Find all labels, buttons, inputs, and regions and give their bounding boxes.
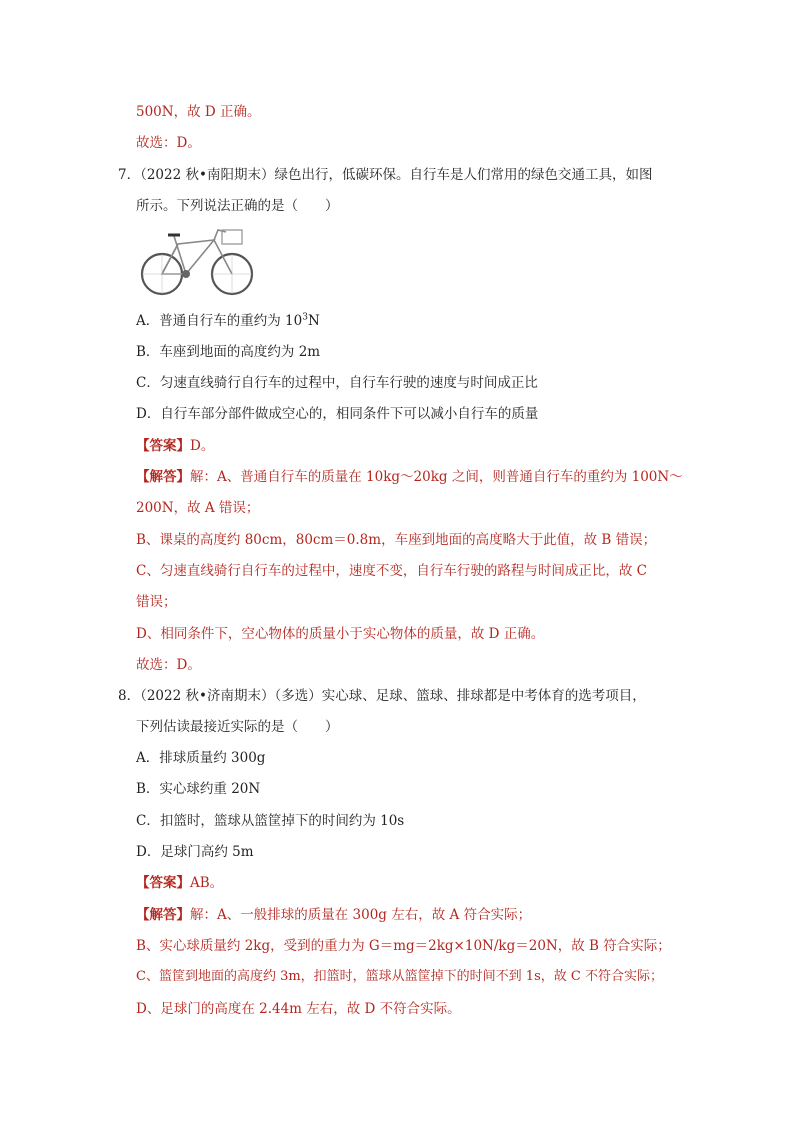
q7-analysis-line6: D、相同条件下，空心物体的质量小于实心物体的质量，故 D 正确。: [136, 626, 545, 642]
q7-option-c: C．匀速直线骑行自行车的过程中，自行车行驶的速度与时间成正比: [136, 375, 538, 391]
q8-option-b: B．实心球约重 20N: [136, 781, 261, 797]
q7-option-b: B．车座到地面的高度约为 2m: [136, 344, 321, 360]
q7-answer: 【答案】D。: [136, 438, 215, 454]
q8-analysis-line3: C、篮筐到地面的高度约 3m，扣篮时，篮球从篮筐掉下的时间不到 1s，故 C 不符合实际；: [136, 969, 663, 984]
q7-stem-line2: 所示。下列说法正确的是（ ）: [136, 198, 339, 214]
q8-option-d: D．足球门高约 5m: [136, 844, 254, 860]
q7-analysis-line5: 错误；: [136, 594, 177, 610]
bicycle-crank: [182, 270, 190, 278]
q7-analysis-line3: B、课桌的高度约 80cm，80cm＝0.8m，车座到地面的高度略大于此值，故 B 错误；: [136, 532, 657, 548]
q8-analysis-line4: D、足球门的高度在 2.44m 左右，故 D 不符合实际。: [136, 1001, 461, 1017]
q8-stem-line1: 8．（2022 秋•济南期末）（多选）实心球、足球、篮球、排球都是中考体育的选考项目，: [118, 688, 646, 704]
q7-stem-line1: 7．（2022 秋•南阳期末）绿色出行，低碳环保。自行车是人们常用的绿色交通工具，如图: [118, 167, 653, 183]
q7-option-a: A．普通自行车的重约为 $10^3N$: [136, 312, 320, 329]
q8-stem-line2: 下列估读最接近实际的是（ ）: [136, 719, 339, 735]
bicycle-illustration: [138, 222, 256, 300]
q7-select: 故选：D。: [136, 657, 201, 673]
q8-analysis-line2: B、实心球质量约 2kg，受到的重力为 G＝mg＝2kg×10N/kg＝20N，故 B 符合实际；: [136, 938, 671, 954]
q8-option-c: C．扣篮时，篮球从篮筐掉下的时间约为 10s: [136, 813, 405, 829]
q7-analysis-line4: C、匀速直线骑行自行车的过程中，速度不变，自行车行驶的路程与时间成正比，故 C: [136, 563, 647, 579]
prev-solution-end: 500N，故 D 正确。: [136, 104, 261, 120]
q7-analysis-line2: 200N，故 A 错误；: [136, 500, 260, 516]
q8-option-a: A．排球质量约 300g: [136, 750, 266, 766]
q7-option-d: D．自行车部分部件做成空心的，相同条件下可以减小自行车的质量: [136, 406, 539, 422]
q8-answer: 【答案】AB。: [136, 875, 224, 891]
q8-analysis-line1: 【解答】解：A、一般排球的质量在 300g 左右，故 A 符合实际；: [136, 907, 532, 923]
prev-solution-select: 故选：D。: [136, 135, 201, 151]
q7-analysis-line1: 【解答】解：A、普通自行车的质量在 10kg～20kg 之间，则普通自行车的重约为 100N～: [136, 469, 683, 485]
